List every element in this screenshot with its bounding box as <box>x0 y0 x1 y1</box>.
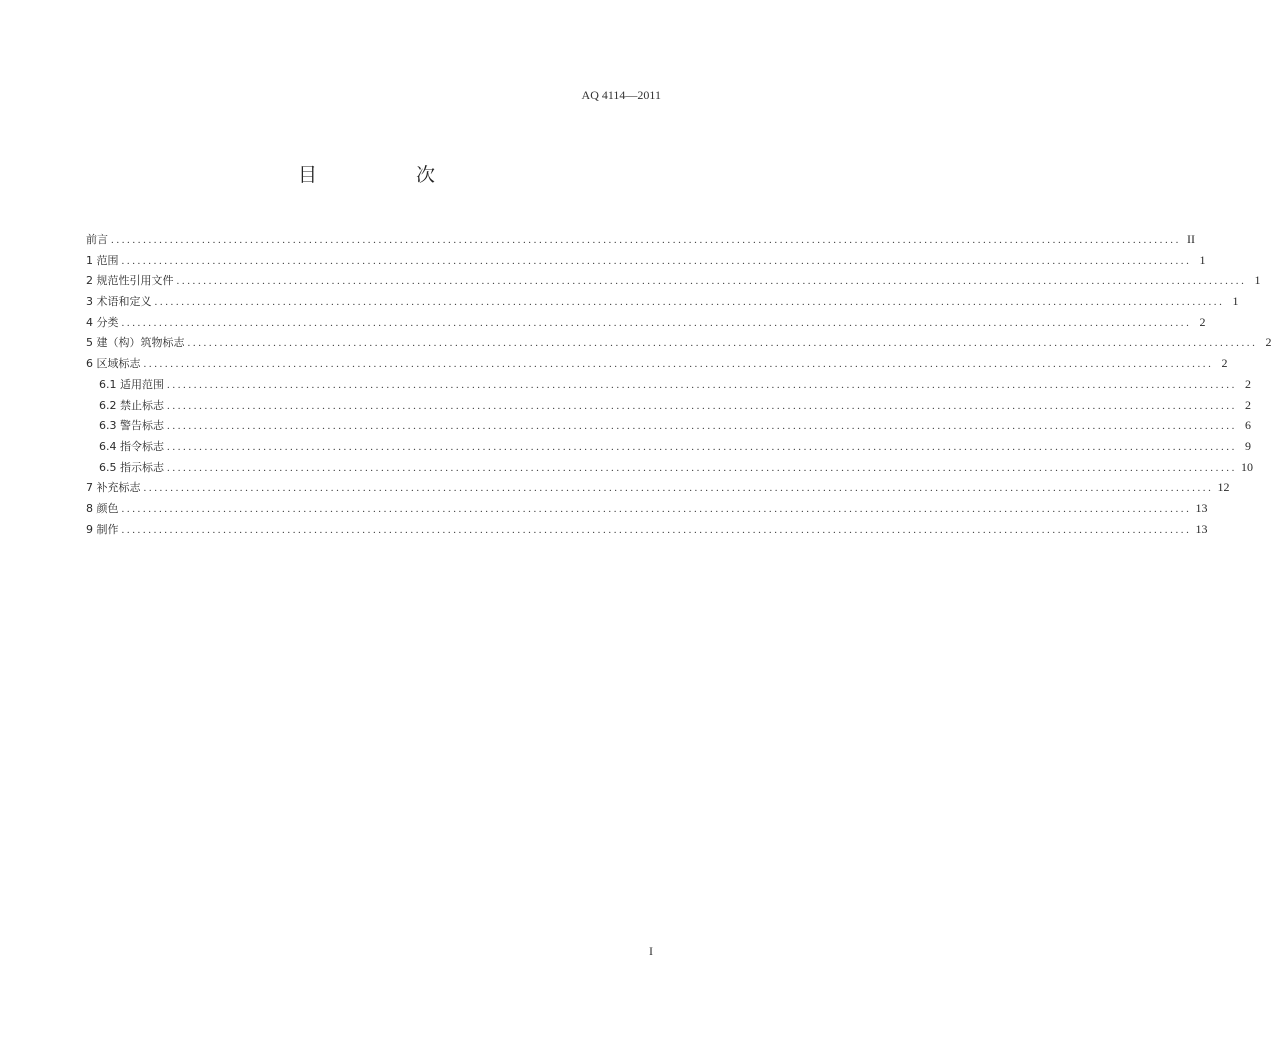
table-of-contents <box>86 229 1272 539</box>
toc-entry-label: 9 制作 <box>86 522 119 536</box>
toc-entry[interactable] <box>86 270 1261 291</box>
toc-entry-label: 6.2 禁止标志 <box>99 398 164 412</box>
standard-code: AQ 4114—2011 <box>581 88 661 102</box>
toc-dot-leader: ........................................................................................................................................................................................................ <box>167 378 1237 391</box>
toc-dot-leader: ........................................................................................................................................................................................................ <box>154 296 1225 309</box>
toc-entry[interactable] <box>86 395 1251 416</box>
toc-entry-page: 2 <box>1265 335 1272 350</box>
toc-entry-label: 前言 <box>86 233 108 246</box>
toc-dot-leader: ........................................................................................................................................................................................................ <box>121 523 1192 536</box>
toc-entry[interactable] <box>86 291 1239 312</box>
toc-entry[interactable] <box>86 332 1272 353</box>
toc-dot-leader: ........................................................................................................................................................................................................ <box>121 316 1192 329</box>
toc-entry-page: 13 <box>1195 521 1208 536</box>
toc-dot-leader: ........................................................................................................................................................................................................ <box>111 234 1181 246</box>
toc-entry[interactable] <box>86 477 1230 498</box>
toc-entry-label: 6.5 指示标志 <box>99 460 164 474</box>
toc-dot-leader: ........................................................................................................................................................................................................ <box>121 254 1192 267</box>
toc-entry-page: 6 <box>1245 418 1251 433</box>
page-number: I <box>649 944 653 958</box>
toc-dot-leader: ........................................................................................................................................................................................................ <box>187 337 1258 350</box>
toc-entry-page: II <box>1187 232 1195 246</box>
toc-entry[interactable] <box>86 374 1251 395</box>
toc-entry-label: 5 建（构）筑物标志 <box>86 336 185 350</box>
toc-entry[interactable] <box>86 250 1206 271</box>
page-title: 目 次 <box>297 164 475 186</box>
toc-entry-label: 6.4 指令标志 <box>99 439 164 453</box>
toc-entry[interactable] <box>86 519 1208 540</box>
toc-entry[interactable] <box>86 312 1206 333</box>
toc-entry-page: 2 <box>1221 356 1228 371</box>
toc-entry-page: 2 <box>1199 314 1206 329</box>
toc-entry[interactable] <box>86 436 1251 457</box>
toc-entry-page: 9 <box>1245 438 1251 453</box>
toc-dot-leader: ........................................................................................................................................................................................................ <box>167 440 1237 453</box>
toc-entry[interactable] <box>86 457 1253 478</box>
toc-entry-page: 1 <box>1199 252 1206 267</box>
toc-entry-page: 13 <box>1195 500 1208 515</box>
toc-entry-label: 7 补充标志 <box>86 481 141 495</box>
toc-entry-page: 12 <box>1217 480 1230 495</box>
toc-entry-label: 3 术语和定义 <box>86 295 152 309</box>
toc-entry-page: 2 <box>1245 397 1251 412</box>
toc-entry-label: 6.3 警告标志 <box>99 419 164 433</box>
toc-entry-page: 1 <box>1232 294 1239 309</box>
toc-dot-leader: ........................................................................................................................................................................................................ <box>167 461 1237 474</box>
toc-dot-leader: ........................................................................................................................................................................................................ <box>143 358 1214 371</box>
toc-entry-label: 1 范围 <box>86 253 119 267</box>
toc-entry-label: 8 颜色 <box>86 501 119 515</box>
toc-entry[interactable] <box>86 353 1228 374</box>
toc-entry[interactable] <box>86 498 1208 519</box>
toc-dot-leader: ........................................................................................................................................................................................................ <box>121 502 1192 515</box>
toc-entry[interactable] <box>86 229 1195 250</box>
toc-dot-leader: ........................................................................................................................................................................................................ <box>143 482 1214 495</box>
toc-entry-page: 1 <box>1254 273 1261 288</box>
toc-entry-page: 2 <box>1245 376 1251 391</box>
toc-entry-label: 6 区域标志 <box>86 357 141 371</box>
toc-dot-leader: ........................................................................................................................................................................................................ <box>176 275 1247 288</box>
toc-entry-label: 6.1 适用范围 <box>99 377 164 391</box>
toc-entry[interactable] <box>86 415 1251 436</box>
toc-entry-page: 10 <box>1241 459 1253 474</box>
toc-dot-leader: ........................................................................................................................................................................................................ <box>167 420 1237 433</box>
toc-entry-label: 4 分类 <box>86 315 119 329</box>
toc-entry-label: 2 规范性引用文件 <box>86 274 174 288</box>
toc-dot-leader: ........................................................................................................................................................................................................ <box>167 399 1237 412</box>
